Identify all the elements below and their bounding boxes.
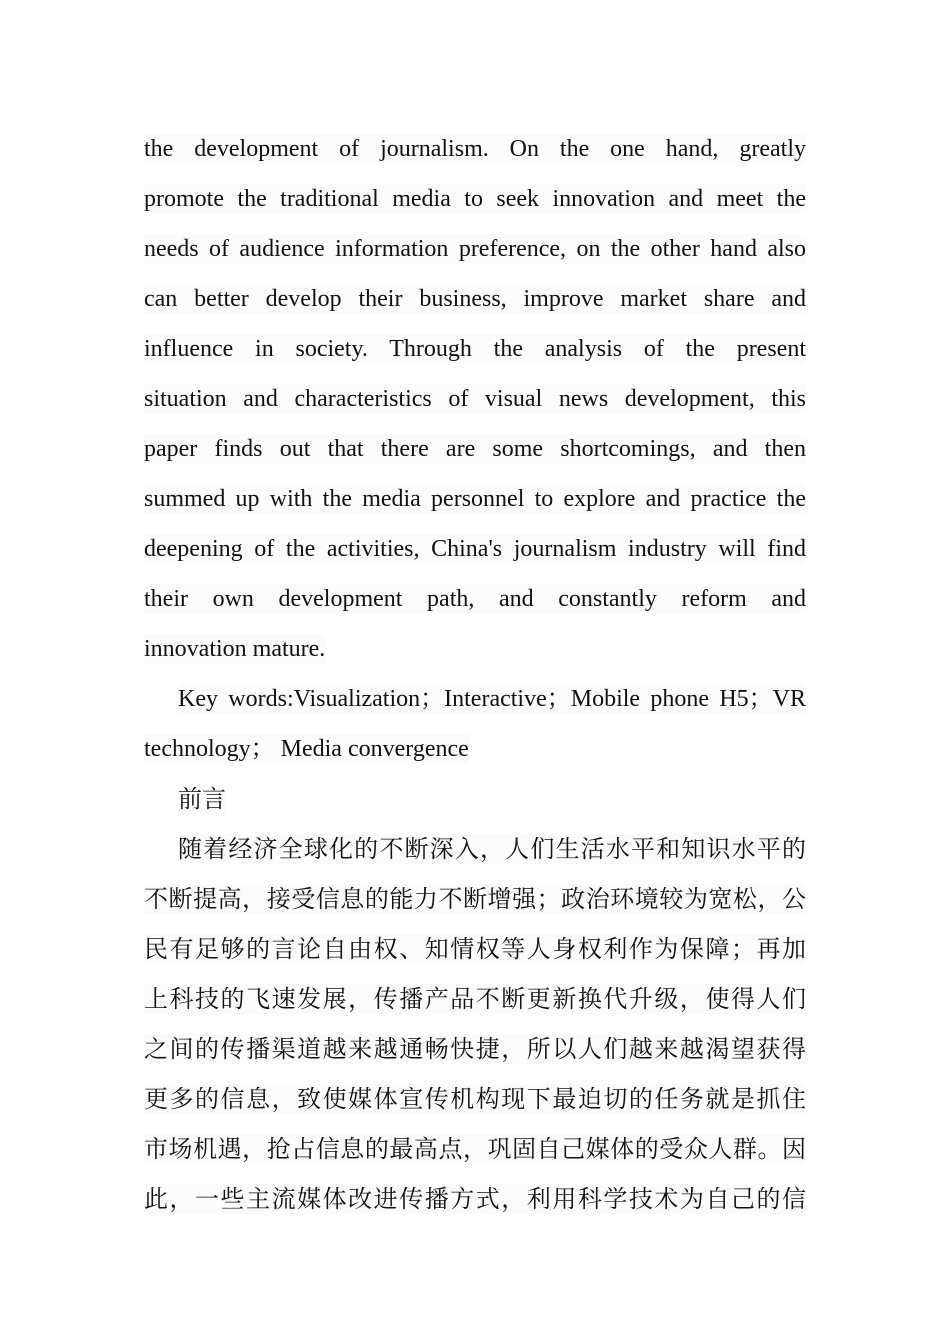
abstract-line: summed up with the media personnel to explore and practice the [144, 486, 806, 512]
keywords-line: Key words:Visualization；Interactive；Mobile phone H5；VR [178, 686, 806, 712]
abstract-line: influence in society. Through the analysis of the present [144, 336, 806, 362]
keywords-line-continued: technology； Media convergence [144, 736, 469, 762]
preface-line: 随着经济全球化的不断深入，人们生活水平和知识水平的 [178, 835, 806, 863]
abstract-line: promote the traditional media to seek innovation and meet the [144, 186, 806, 212]
preface-heading: 前言 [178, 785, 226, 813]
abstract-line-last: innovation mature. [144, 636, 326, 662]
preface-line: 民有足够的言论自由权、知情权等人身权利作为保障；再加 [144, 935, 806, 963]
abstract-line: can better develop their business, improve market share and [144, 286, 806, 312]
preface-line: 市场机遇，抢占信息的最高点，巩固自己媒体的受众人群。因 [144, 1135, 806, 1163]
abstract-line: needs of audience information preference, on the other hand also [144, 236, 806, 262]
preface-line: 之间的传播渠道越来越通畅快捷，所以人们越来越渴望获得 [144, 1035, 806, 1063]
abstract-line: deepening of the activities, China's journalism industry will find [144, 536, 806, 562]
preface-line: 此，一些主流媒体改进传播方式，利用科学技术为自己的信 [144, 1185, 806, 1213]
preface-line: 更多的信息，致使媒体宣传机构现下最迫切的任务就是抓住 [144, 1085, 806, 1113]
preface-line: 不断提高，接受信息的能力不断增强；政治环境较为宽松，公 [144, 885, 806, 913]
abstract-line: situation and characteristics of visual news development, this [144, 386, 806, 412]
abstract-line: paper finds out that there are some shortcomings, and then [144, 436, 806, 462]
abstract-line: the development of journalism. On the one hand, greatly [144, 136, 806, 162]
abstract-line: their own development path, and constantly reform and [144, 586, 806, 612]
preface-line: 上科技的飞速发展，传播产品不断更新换代升级，使得人们 [144, 985, 806, 1013]
